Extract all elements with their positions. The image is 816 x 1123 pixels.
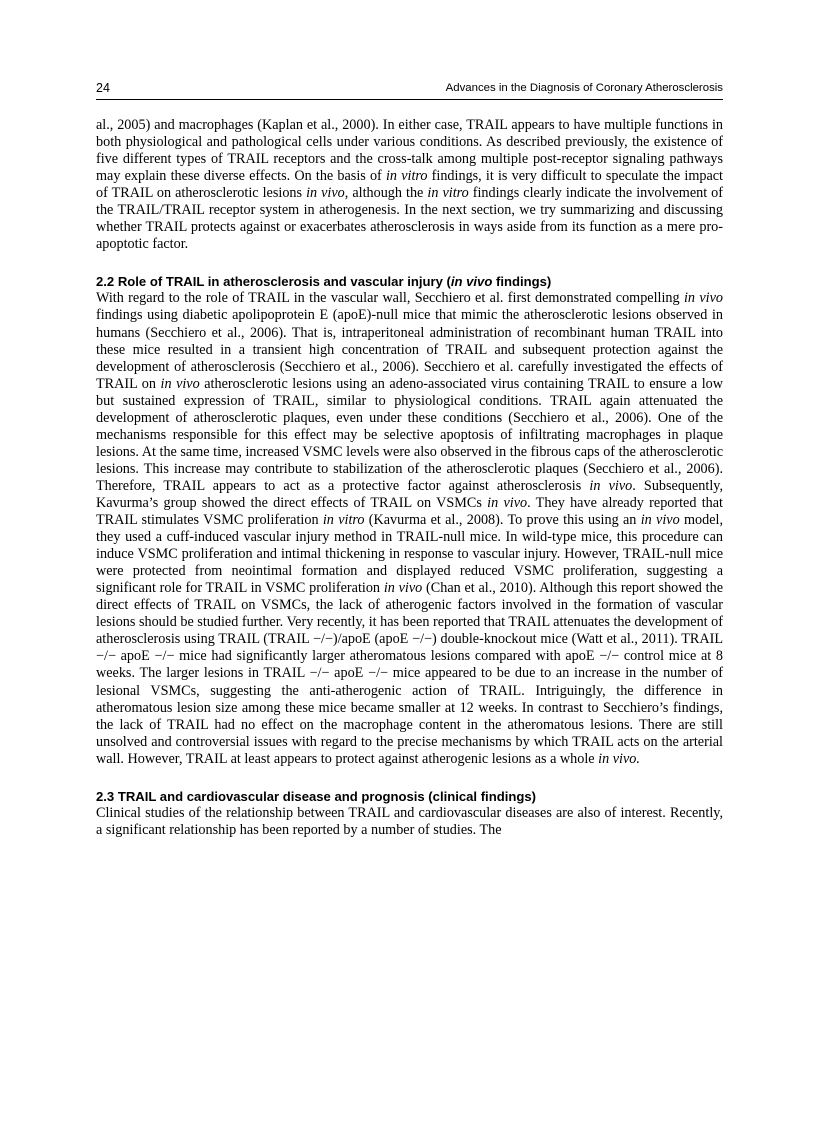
body-text bbox=[96, 117, 723, 839]
italic-term: in vivo bbox=[160, 375, 200, 392]
italic-term: in vivo bbox=[383, 580, 423, 597]
italic-term: in vitro bbox=[385, 168, 428, 185]
text-run: model, they used a cuff-induced vascular injury method in TRAIL-null mice. In wild-type mice, this procedure can induce VSMC proliferation and intimal thickening in response to vascular injury. However, TRAIL-null mice were protected from neointimal formation and displayed reduced VSMC proliferation, suggesting a significant role for TRAIL in VSMC proliferation bbox=[96, 512, 724, 597]
text-run: atherosclerotic lesions using an adeno-associated virus containing TRAIL to ensure a low but sustained expression of TRAIL, similar to physiological conditions. TRAIL again attenuated the development of atherosclerotic plaques, even under these conditions (Secchiero et al., 2006). One of the mechanisms responsible for this effect may be selective apoptosis of infiltrating macrophages in plaque lesions. At the same time, increased VSMC levels were also observed in the fibrous caps of the atherosclerotic lesions. This increase may contribute to stabilization of the atherosclerotic plaques (Secchiero et al., 2006). Therefore, TRAIL appears to act as a protective factor against atherosclerosis bbox=[96, 375, 723, 494]
italic-term: in vivo bbox=[487, 494, 528, 511]
page-number: 24 bbox=[96, 81, 110, 95]
text-run: , although the bbox=[344, 185, 428, 202]
section-heading-2-3: 2.3 TRAIL and cardiovascular disease and prognosis (clinical findings) bbox=[96, 788, 536, 804]
book-title: Advances in the Diagnosis of Coronary Atherosclerosis bbox=[445, 82, 723, 94]
text-run: . Subsequently, Kavurma’s group showed the direct effects of TRAIL on VSMCs bbox=[96, 477, 724, 511]
text-run: findings, it is very difficult to speculate the impact of TRAIL on atherosclerotic lesions bbox=[96, 168, 724, 202]
italic-term: in vivo bbox=[683, 290, 724, 307]
text-run: . They have already reported that TRAIL stimulates VSMC proliferation bbox=[96, 494, 723, 529]
heading-text: findings) bbox=[492, 274, 552, 290]
text-run: (Kavurma et al., 2008). To prove this using an bbox=[364, 512, 641, 529]
heading-italic: in vivo bbox=[450, 274, 493, 290]
running-header bbox=[96, 81, 723, 100]
paragraph bbox=[96, 117, 723, 253]
text-run: findings using diabetic apolipoprotein E (apoE)-null mice that mimic the atherosclerotic lesions observed in humans (Secchiero et al., 2006). That is, intraperitoneal administration of recombinant human TRAIL into these mice resulted in a transient high concentration of TRAIL and subsequent protection against the development of atherosclerosis (Secchiero et al., 2006). Secchiero et al. carefully investigated the effects of TRAIL on bbox=[96, 307, 723, 392]
italic-term: in vivo. bbox=[598, 750, 640, 767]
text-run: al., 2005) and macrophages (Kaplan et al., 2000). In either case, TRAIL appears to have multiple functions in both physiological and pathological cells under various conditions. As described previously, the existence of five different types of TRAIL receptors and the cross-talk among multiple post-receptor signaling pathways may explain these diverse effects. On the basis of bbox=[96, 117, 723, 185]
text-run: With regard to the role of TRAIL in the vascular wall, Secchiero et al. first demonstrated compelling bbox=[96, 290, 684, 307]
text-run: (Chan et al., 2010). Although this report showed the direct effects of TRAIL on VSMCs, the lack of atherogenic factors involved in the formation of vascular lesions should be studied further. Very recently, it has been reported that TRAIL attenuates the development of atherosclerosis using TRAIL (TRAIL −/−)/apoE (apoE −/−) double-knockout mice (Watt et al., 2011). TRAIL −/− apoE −/− mice had significantly larger atheromatous lesions compared with apoE −/− control mice at 8 weeks. The larger lesions in TRAIL −/− apoE −/− mice appeared to be due to an increase in the number of lesional VSMCs, suggesting the anti-atherogenic action of TRAIL. Intriguingly, the difference in atheromatous lesion size among these mice became smaller at 12 weeks. In contrast to Secchiero’s findings, the lack of TRAIL had no effect on the macrophage content in the atheromatous lesions. There are still unsolved and controversial issues with regard to the precise mechanisms by which TRAIL acts on the arterial wall. However, TRAIL at least appears to protect against atherogenic lesions as a whole bbox=[96, 580, 724, 767]
section-heading-2-2 bbox=[96, 273, 723, 290]
italic-term: in vivo bbox=[589, 477, 633, 494]
paragraph: Clinical studies of the relationship between TRAIL and cardiovascular diseases are also of interest. Recently, a significant relationship has been reported by a number of studies. The bbox=[96, 804, 723, 838]
italic-term: in vitro bbox=[427, 185, 469, 202]
paragraph bbox=[96, 290, 723, 767]
text-run: findings clearly indicate the involvement of the TRAIL/TRAIL receptor system in atherogenesis. In the next section, we try summarizing and discussing whether TRAIL protects against or exacerbates atherosclerosis in ways aside from its function as a mere pro-apoptotic factor. bbox=[96, 185, 723, 253]
italic-term: in vivo bbox=[640, 512, 680, 529]
italic-term: in vivo bbox=[306, 185, 345, 202]
italic-term: in vitro bbox=[322, 512, 365, 529]
heading-text: 2.2 Role of TRAIL in atherosclerosis and vascular injury ( bbox=[96, 274, 451, 290]
